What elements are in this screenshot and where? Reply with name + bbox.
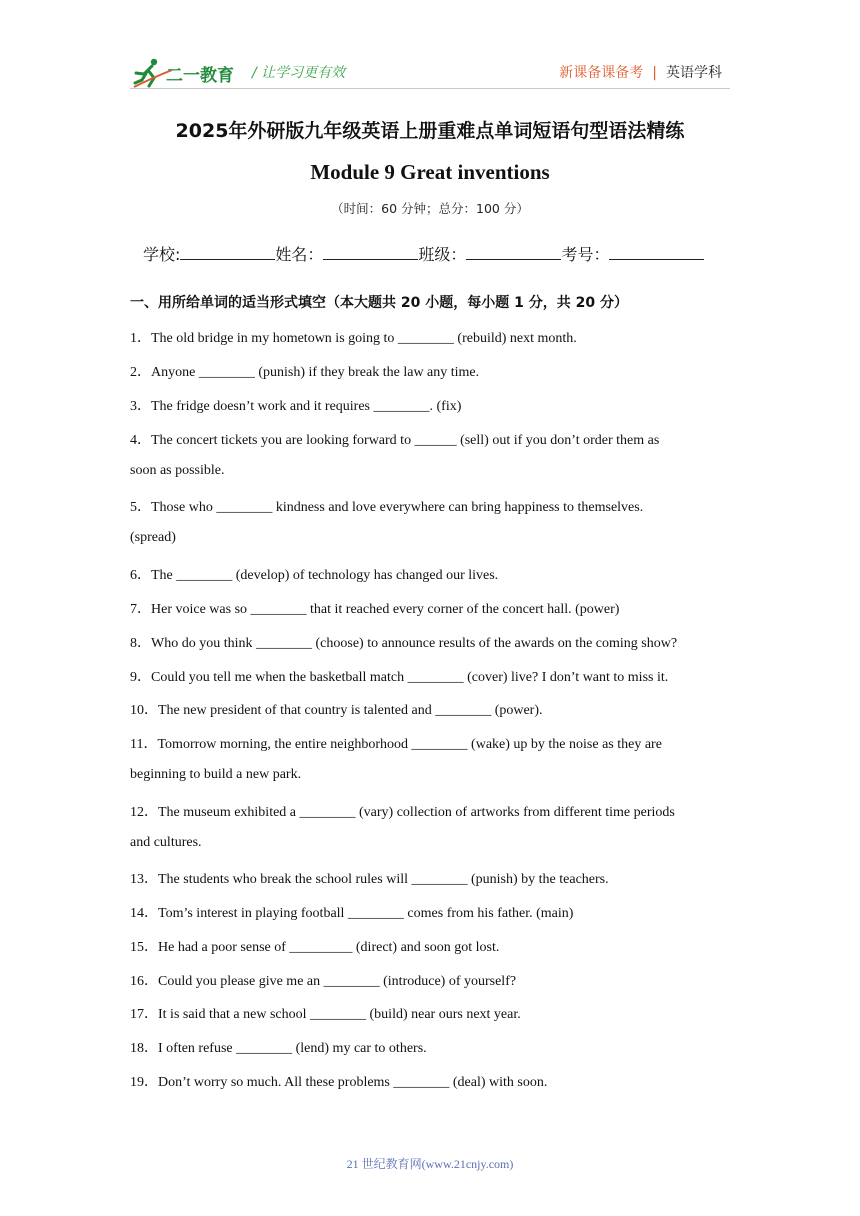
question-line: 11．Tomorrow morning, the entire neighborhood ________ (wake) up by the noise as they are xyxy=(130,737,662,752)
question-line: 12．The museum exhibited a ________ (vary) collection of artworks from different time periods xyxy=(130,805,675,820)
time-info: （时间：60 分钟；总分：100 分） xyxy=(331,201,529,216)
page-footer: 21 世纪教育网(www.21cnjy.com) xyxy=(346,1157,514,1171)
question-line: 7．Her voice was so ________ that it reached every corner of the concert hall. (power) xyxy=(130,602,620,617)
logo-text: 二一教育 xyxy=(166,66,234,86)
school-blank[interactable] xyxy=(180,245,275,260)
question-line: 5．Those who ________ kindness and love everywhere can bring happiness to themselves. xyxy=(130,500,644,515)
question-line: (spread) xyxy=(130,530,176,545)
header-tag-subject: 英语学科 xyxy=(666,65,722,81)
question-line: soon as possible. xyxy=(130,463,225,478)
class-blank[interactable] xyxy=(466,245,561,260)
question-line: 14．Tom’s interest in playing football ________ comes from his father. (main) xyxy=(130,906,574,921)
header-tag-course: 新课备课备考 xyxy=(559,65,644,81)
question-line: 1．The old bridge in my hometown is going to ________ (rebuild) next month. xyxy=(130,331,577,346)
header-right xyxy=(559,62,722,82)
question-line: 4．The concert tickets you are looking forward to ______ (sell) out if you don’t order them as xyxy=(130,433,660,448)
question-line: 9．Could you tell me when the basketball match ________ (cover) live? I don’t want to miss it. xyxy=(130,670,669,685)
exam-no-label: 考号： xyxy=(561,245,610,264)
slogan: / 让学习更有效 xyxy=(252,65,346,81)
question-line: 10．The new president of that country is talented and ________ (power). xyxy=(130,703,543,718)
question-line: and cultures. xyxy=(130,835,202,850)
page-header xyxy=(0,0,860,100)
question-line: beginning to build a new park. xyxy=(130,767,302,782)
logo xyxy=(132,56,244,90)
document-title: 2025年外研版九年级英语上册重难点单词短语句型语法精练 xyxy=(175,120,685,142)
exam-no-blank[interactable] xyxy=(609,245,704,260)
name-label: 姓名： xyxy=(275,245,324,264)
question-line: 2．Anyone ________ (punish) if they break the law any time. xyxy=(130,365,480,380)
section-heading: 一、用所给单词的适当形式填空（本大题共 20 小题，每小题 1 分，共 20 分） xyxy=(130,295,628,311)
student-info-row xyxy=(143,242,704,265)
name-blank[interactable] xyxy=(323,245,418,260)
question-line: 19．Don’t worry so much. All these problems ________ (deal) with soon. xyxy=(130,1075,548,1090)
header-separator: | xyxy=(652,65,657,81)
question-line: 6．The ________ (develop) of technology has changed our lives. xyxy=(130,568,499,583)
question-line: 18．I often refuse ________ (lend) my car to others. xyxy=(130,1041,427,1056)
school-label: 学校: xyxy=(143,245,181,264)
question-line: 15．He had a poor sense of _________ (direct) and soon got lost. xyxy=(130,940,500,955)
class-label: 班级： xyxy=(418,245,467,264)
question-line: 17．It is said that a new school ________ (build) near ours next year. xyxy=(130,1007,521,1022)
question-line: 13．The students who break the school rules will ________ (punish) by the teachers. xyxy=(130,872,609,887)
question-line: 3．The fridge doesn’t work and it requires ________. (fix) xyxy=(130,399,462,414)
question-line: 16．Could you please give me an ________ (introduce) of yourself? xyxy=(130,974,517,989)
module-subtitle: Module 9 Great inventions xyxy=(310,160,550,184)
question-line: 8．Who do you think ________ (choose) to announce results of the awards on the coming show? xyxy=(130,636,678,651)
header-divider xyxy=(130,88,730,89)
